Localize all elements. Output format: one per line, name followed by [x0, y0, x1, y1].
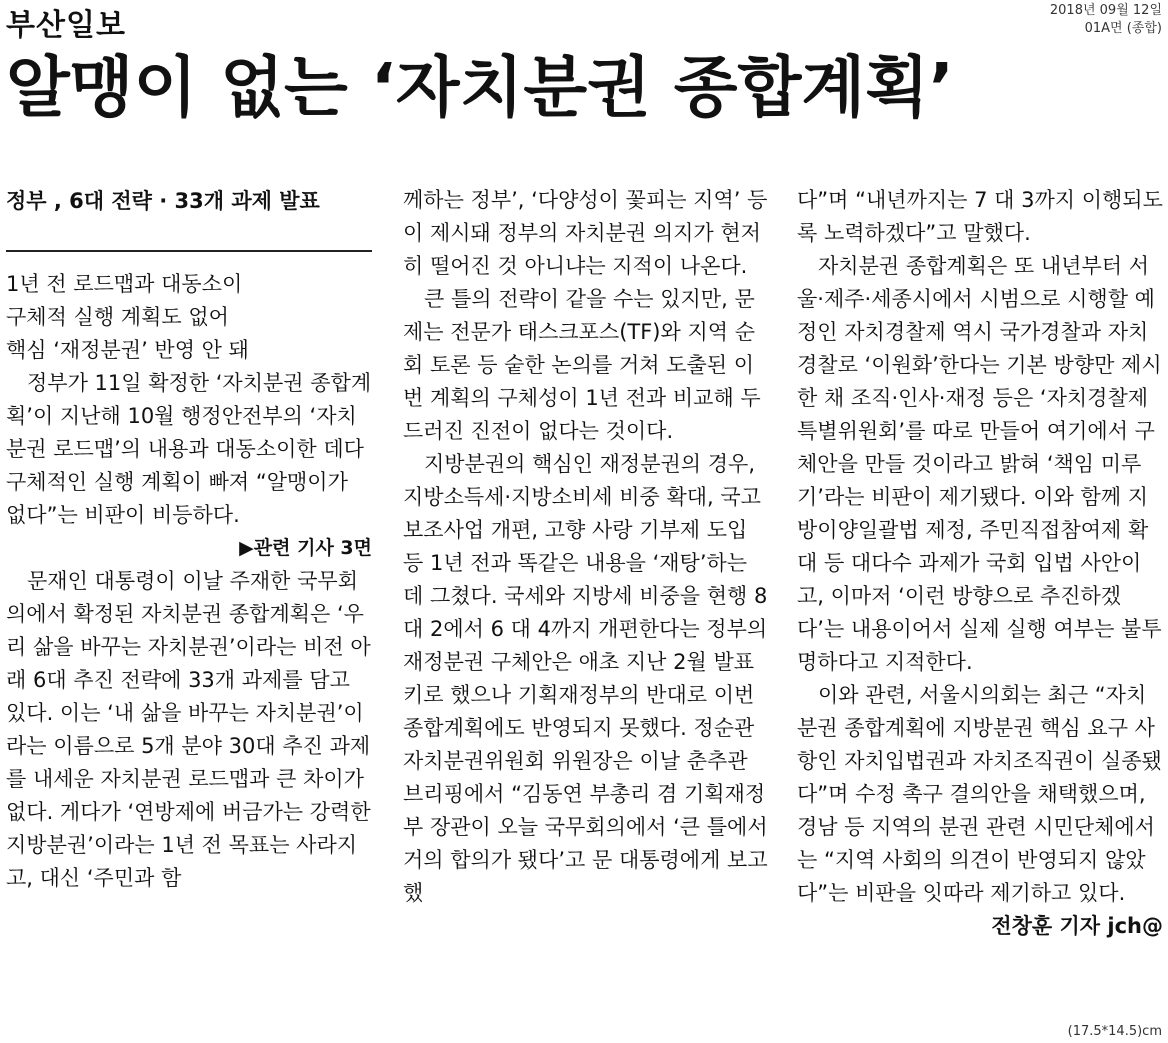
body-paragraph-5: 자치분권 종합계획은 또 내년부터 서울·제주·세종시에서 시범으로 시행할 예정인 자치경찰제 역시 국가경찰과 자치경찰로 ‘이원화’한다는 기본 방향만 제시한 채 조직·인사·재정 등은 ‘자치경찰제 특별위원회’를 따로 만들어 여기에서 구체안을 만들 것이라고 밝혀 ‘책임 미루기’라는 비판이 제기됐다. 이와 함께 지방이양일괄법 제정, 주민직접참여제 확대 등 대다수 과제가 국회 입법 사안이고, 이마저 ‘이런 방향으로 추진하겠다’는 내용이어서 실제 실행 여부는 불투명하다고 지적한다.	[797, 254, 1162, 674]
reporter-byline: 전창훈 기자 jch@	[991, 914, 1163, 938]
article-subhead: 정부 , 6대 전략 · 33개 과제 발표	[6, 189, 320, 213]
body-paragraph-6: 이와 관련, 서울시의회는 최근 “자치분권 종합계획에 지방분권 핵심 요구 사항인 자치입법권과 자치조직권이 실종됐다”며 수정 촉구 결의안을 채택했으며, 경남 등 지역의 분권 관련 시민단체에서는 “지역 사회의 의견이 반영되지 않았다”는 비판을 잇따라 제기하고 있다.	[797, 683, 1162, 905]
body-paragraph-1: 정부가 11일 확정한 ‘자치분권 종합계획’이 지난해 10월 행정안전부의 ‘자치분권 로드맵’의 내용과 대동소이한 데다 구체적인 실행 계획이 빠져 “알맹이가 없다”는 비판이 비등하다.	[6, 371, 372, 527]
body-paragraph-2-continued: 께하는 정부’, ‘다양성이 꽃피는 지역’ 등이 제시돼 정부의 자치분권 의지가 현저히 떨어진 것 아니냐는 지적이 나온다.	[403, 188, 768, 278]
article-size-note: (17.5*14.5)cm	[1067, 1024, 1162, 1039]
deck-line-3: 핵심 ‘재정분권’ 반영 안 돼	[6, 338, 249, 362]
issue-page: 01A면 (종합)	[1084, 21, 1162, 36]
related-article-link[interactable]: ▶관련 기사 3면	[239, 537, 372, 559]
issue-date: 2018년 09월 12일	[1049, 3, 1162, 18]
body-paragraph-4: 지방분권의 핵심인 재정분권의 경우, 지방소득세·지방소비세 비중 확대, 국고보조사업 개편, 고향 사랑 기부제 도입 등 1년 전과 똑같은 내용을 ‘재탕’하는 데 그쳤다. 국세와 지방세 비중을 현행 8 대 2에서 6 대 4까지 개편한다는 정부의 재정분권 구체안은 애초 지난 2월 발표키로 했으나 기획재정부의 반대로 이번 종합계획에도 반영되지 못했다. 정순관 자치분권위원회 위원장은 이날 춘추관 브리핑에서 “김동연 부총리 겸 기획재정부 장관이 오늘 국무회의에서 ‘큰 틀에서 거의 합의가 됐다’고 문 대통령에게 보고했	[403, 452, 768, 905]
body-paragraph-3: 큰 틀의 전략이 같을 수는 있지만, 문제는 전문가 태스크포스(TF)와 지역 순회 토론 등 숱한 논의를 거쳐 도출된 이번 계획의 구체성이 1년 전과 비교해 두드러진 진전이 없다는 것이다.	[403, 287, 761, 443]
deck-line-1: 1년 전 로드맵과 대동소이	[6, 272, 243, 296]
body-paragraph-2: 문재인 대통령이 이날 주재한 국무회의에서 확정된 자치분권 종합계획은 ‘우리 삶을 바꾸는 자치분권’이라는 비전 아래 6대 추진 전략에 33개 과제를 담고 있다. 이는 ‘내 삶을 바꾸는 자치분권’이라는 이름으로 5개 분야 30대 추진 과제를 내세운 자치분권 로드맵과 큰 차이가 없다. 게다가 ‘연방제에 버금가는 강력한 지방분권’이라는 1년 전 목표는 사라지고, 대신 ‘주민과 함	[6, 569, 371, 890]
article-deck	[6, 240, 372, 252]
column-1	[6, 184, 372, 895]
article-headline: 알맹이 없는 ‘자치분권 종합계획’	[6, 49, 954, 126]
newspaper-masthead: 부산일보	[6, 8, 126, 43]
column-3	[797, 184, 1163, 943]
deck-line-2: 구체적 실행 계획도 없어	[6, 305, 229, 329]
issue-meta	[1050, 2, 1162, 38]
body-paragraph-4-continued: 다”며 “내년까지는 7 대 3까지 이행되도록 노력하겠다”고 말했다.	[797, 188, 1163, 245]
column-2	[403, 184, 769, 910]
